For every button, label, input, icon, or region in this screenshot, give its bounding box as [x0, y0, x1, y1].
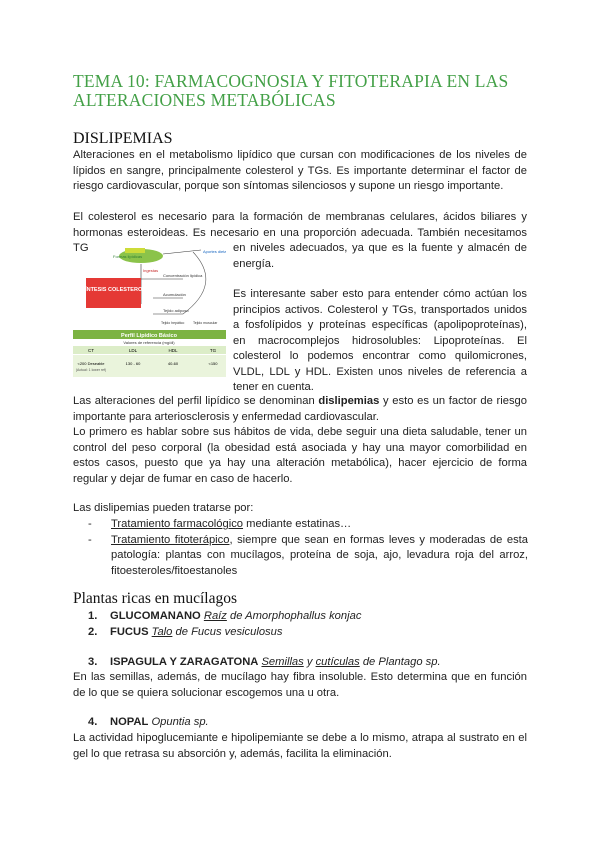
plant-2-species: de Fucus vesiculosus — [172, 626, 283, 638]
paragraph-tratamiento-intro: Las dislipemias pueden tratarse por: — [73, 502, 254, 514]
plant-item-2 — [88, 625, 282, 641]
plant-3-number: 3. — [88, 656, 98, 668]
plant-3-species: de Plantago sp. — [359, 656, 441, 668]
plant-2-part: Talo — [151, 626, 173, 638]
plant-4-name: NOPAL — [110, 716, 149, 728]
table-value-tg: <150 — [208, 361, 218, 366]
table-title: Perfil Lipídico Básico — [121, 333, 177, 339]
treatment-farmaco-label: Tratamiento farmacológico — [111, 518, 244, 530]
fig-label-formas: Formas lipídicas — [113, 254, 143, 259]
table-header-hdl: HDL — [168, 348, 178, 353]
plant-item-1 — [88, 609, 361, 625]
plant-3-description: En las semillas, además, de mucílago hay fibra insoluble. Esto determina que en función de lo que se quiera solucionar escogemos una u otra. — [73, 671, 527, 699]
table-header-ct: CT — [88, 348, 94, 353]
fig-label-hepatico: Tejido hepático — [161, 321, 185, 325]
plant-2-number: 2. — [88, 626, 98, 638]
paragraph-lipoproteinas: Es interesante saber esto para entender cómo actúan los principios activos. Colesterol y TGs, transportados unidos a fosfolípidos y proteínas específicas (apolipoproteínas), en macrocomplejos hidrosolubles: Lipoproteínas. El colesterol lo podemos encontrar como quilomicrones, VLDL, LDL y HDL. Existen unos niveles de referencia a tener en cuenta. — [233, 288, 527, 393]
table-value-row — [73, 355, 226, 377]
treatment-item-farmacologico: - Tratamiento farmacológico mediante estatinas… — [88, 518, 352, 530]
paragraph-intro: Alteraciones en el metabolismo lipídico que cursan con modificaciones de los niveles de lípidos en sangre, principalmente colesterol y TGs. Es importante determinar el factor de riesgo cardiovascular, porque son síntomas silenciosos y supone un riesgo importante. — [73, 149, 527, 192]
fig-label-ingestas: Ingestas — [143, 268, 159, 273]
table-value-ct: <200 Deseable — [77, 361, 105, 366]
treatment-farmaco-rest: mediante estatinas… — [243, 518, 352, 530]
page-title: TEMA 10: FARMACOGNOSIA Y FITOTERAPIA EN LAS ALTERACIONES METABÓLICAS — [73, 71, 509, 110]
plant-2-name: FUCUS — [110, 626, 149, 638]
fig-label-concentracion: Concentración lipídica — [163, 273, 203, 278]
cholesterol-synthesis-label: SÍNTESIS COLESTEROL — [81, 287, 146, 293]
para4-bold: dislipemias — [318, 395, 380, 407]
paragraph-colesterol-cont: en niveles adecuados, ya que es la fuente y almacén de energía. — [233, 242, 527, 270]
lipid-diagram — [73, 244, 226, 380]
paragraph-colesterol: El colesterol es necesario para la formación de membranas celulares, ácidos biliares y hormonas esteroideas. Es necesario en una proporción adecuada. También necesitamos TG — [73, 211, 527, 254]
plant-item-4 — [88, 715, 209, 731]
paragraph-dislipemias-def — [73, 394, 527, 425]
plant-item-3 — [88, 655, 441, 671]
treatment-item-fitoterapico: - Tratamiento fitoterápico, siempre que sean en formas leves y moderadas de esta patología: plantas con mucílagos, proteína de soja, ajo, levadura roja del arroz, fitoesteroles/fitoestanoles — [88, 533, 529, 577]
plant-4-number: 4. — [88, 716, 98, 728]
para4-pre: Las alteraciones del perfil lipídico se denominan — [73, 395, 319, 407]
plant-4-species: Opuntia sp. — [151, 716, 209, 728]
plant-1-part: Raíz — [203, 610, 227, 622]
plant-3-name: ISPAGULA Y ZARAGATONA — [110, 656, 259, 668]
para4-post: y esto es un factor de riesgo importante para arteriosclerosis y enfermedad cardiovascular. — [73, 395, 528, 423]
table-header-tg: TG — [209, 348, 217, 353]
paragraph-habitos: Lo primero es hablar sobre sus hábitos de vida, debe seguir una dieta saludable, tener un control del peso corporal (la obesidad está asociada y hay una mayor comorbilidad en estos casos, puesto que ya hay una alteración metabólica), hacer ejercicio de forma regular y dejar de fumar en caso de hacerlo. — [73, 426, 527, 485]
plant-1-species: de Amorphophallus konjac — [226, 610, 362, 622]
treatment-fito-label: Tratamiento fitoterápico — [111, 533, 230, 546]
plant-3-mid: y — [303, 656, 316, 668]
lipid-figure — [73, 244, 226, 380]
fig-label-tejido: Tejido adiposo — [163, 308, 189, 313]
plant-3-part2: cutículas — [315, 656, 360, 668]
table-header-ldl: LDL — [128, 348, 138, 353]
treatment-fito-rest: , siempre que sean en formas leves y moderadas de esta patología: plantas con mucílagos, proteína de soja, ajo, levadura roja del arroz, fitoesteroles/fitoestanoles — [111, 533, 529, 577]
section-heading-dislipemias: DISLIPEMIAS — [73, 130, 173, 147]
fig-label-acumulacion: Acumulación — [163, 292, 186, 297]
plant-1-number: 1. — [88, 610, 98, 622]
cholesterol-synthesis-box — [86, 278, 141, 308]
table-value-note: (Actual: 1 lower ref) — [75, 368, 107, 372]
fig-label-muscular: Tejido muscular — [193, 321, 218, 325]
table-header-row — [73, 346, 226, 354]
table-value-ldl: 130 - 60 — [125, 361, 141, 366]
table-value-hdl: 40-60 — [167, 361, 179, 366]
treatment-list — [88, 517, 528, 579]
plant-1-name: GLUCOMANANO — [110, 610, 201, 622]
section-heading-mucilagos: Plantas ricas en mucílagos — [73, 590, 237, 607]
plant-3-part1: Semillas — [261, 656, 304, 668]
fig-label-aportes: Aportes dieta — [203, 249, 226, 254]
plant-4-description: La actividad hipoglucemiante e hipolipemiante se debe a lo mismo, atrapa al sustrato en el gel lo que retrasa su absorción y, además, facilita la eliminación. — [73, 732, 527, 760]
table-subtitle: Valores de referencia (mg/dl) — [123, 340, 175, 345]
